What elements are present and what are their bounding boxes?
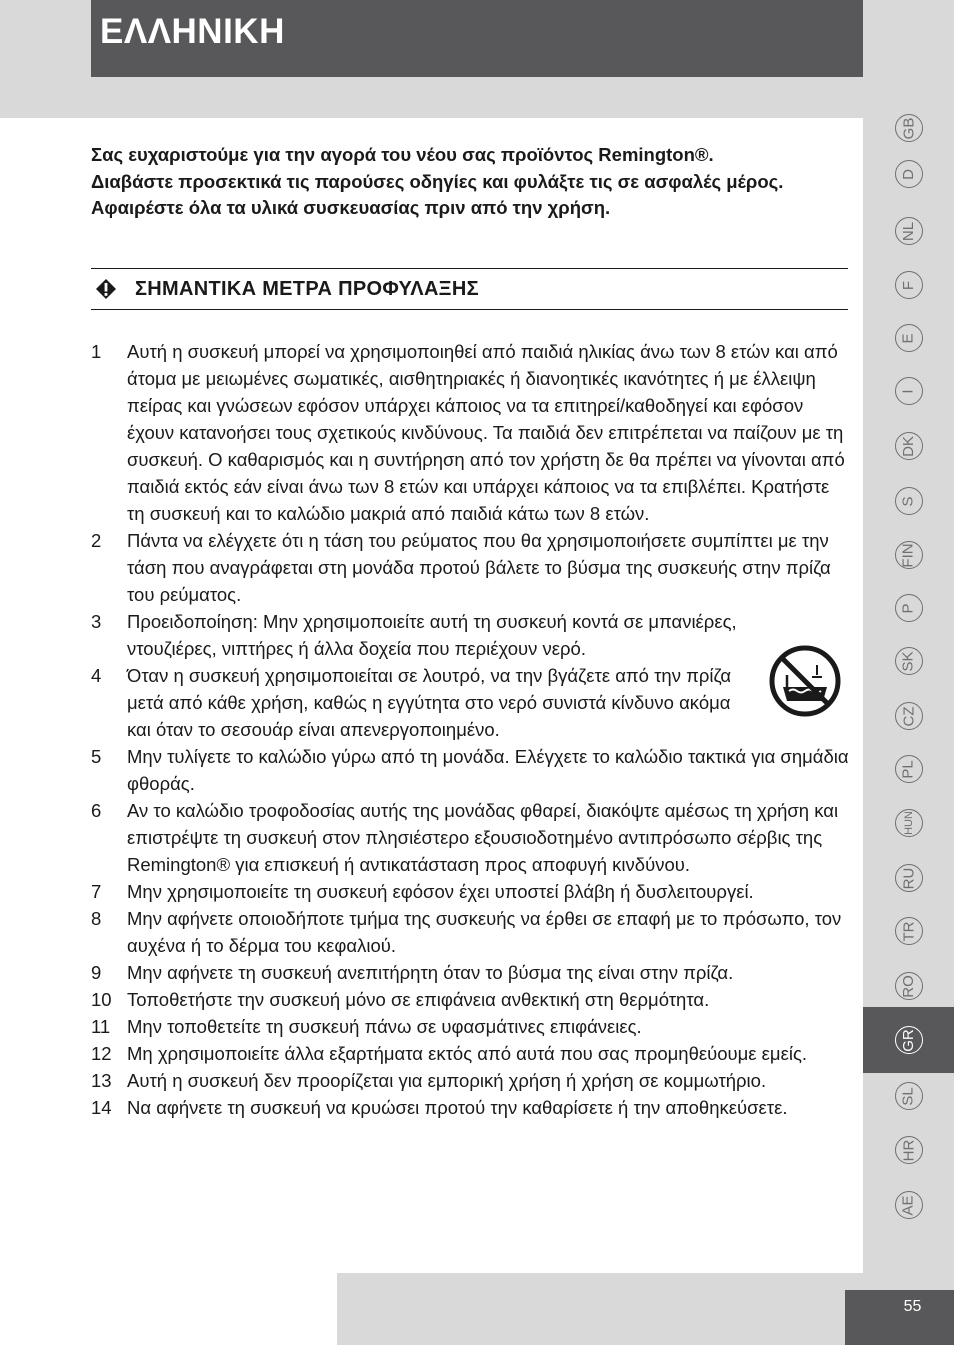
list-item — [91, 797, 851, 878]
tab-circle — [895, 702, 923, 730]
item-number: 7 — [91, 881, 102, 902]
page-title: ΕΛΛΗΝΙΚΗ — [100, 12, 285, 51]
tab-circle — [895, 487, 923, 515]
tab-label: I — [899, 388, 917, 394]
item-text: Αν το καλώδιο τροφοδοσίας αυτής της μονάδας φθαρεί, διακόψτε αμέσως τη χρήση και επιστρέψτε τη συσκευή στον πλησιέστερο εξουσιοδοτημένο αντιπρόσωπο σέρβις της Remington® για επισκευή ή αντικατάσταση προς αποφυγή κινδύνου. — [127, 800, 839, 875]
tab-circle — [895, 1082, 923, 1110]
item-text: Αυτή η συσκευή δεν προορίζεται για εμπορική χρήση ή χρήση σε κομμωτήριο. — [127, 1070, 767, 1091]
list-item — [91, 959, 851, 986]
no-bath-icon — [769, 645, 841, 717]
tab-circle — [895, 377, 923, 405]
item-text: Όταν η συσκευή χρησιμοποιείται σε λουτρό, να την βγάζετε από την πρίζα μετά από κάθε χρήση, καθώς η εγγύτητα στο νερό συνιστά κίνδυνο ακόμα και όταν το σεσουάρ είναι απενεργοποιημένο. — [127, 665, 732, 740]
list-item — [91, 986, 851, 1013]
intro-line: Σας ευχαριστούμε για την αγορά του νέου σας προϊόντος Remington®. — [91, 144, 714, 165]
item-text: Αυτή η συσκευή μπορεί να χρησιμοποιηθεί από παιδιά ηλικίας άνω των 8 ετών και από άτομα με μειωμένες σωματικές, αισθητηριακές ή διανοητικές ικανότητες ή με έλλειψη πείρας και γνώσεων εφόσον υπάρχει κάποιος να τα επιτηρεί/καθοδηγεί και εφόσον έχουν κατανοήσει τους σχετικούς κινδύνους. Τα παιδιά δεν επιτρέπεται να παίζουν με τη συσκευή. Ο καθαρισμός και η συντήρηση από τον χρήστη δε θα πρέπει να γίνονται από παιδιά εκτός εάν είναι άνω των 8 ετών και υπάρχει κάποιος να τα επιβλέπει. Κρατήστε τη συσκευή και το καλώδιο μακριά από παιδιά κάτω των 8 ετών. — [127, 341, 845, 524]
tab-label: FIN — [899, 542, 917, 568]
list-item — [91, 743, 851, 797]
item-number: 1 — [91, 341, 102, 362]
item-number: 9 — [91, 962, 102, 983]
item-text: Μην τοποθετείτε τη συσκευή πάνω σε υφασμάτινες επιφάνειες. — [127, 1016, 642, 1037]
item-number: 2 — [91, 530, 102, 551]
tab-circle — [895, 160, 923, 188]
tab-label: HUN — [902, 811, 915, 835]
tab-label: DK — [900, 435, 917, 457]
item-number: 13 — [91, 1070, 112, 1091]
tab-circle — [895, 432, 923, 460]
tab-label: S — [899, 495, 917, 507]
language-tab[interactable] — [863, 1172, 954, 1238]
tab-label: E — [899, 332, 917, 344]
section-heading — [91, 268, 848, 310]
tab-circle — [895, 647, 923, 675]
header-bar — [91, 0, 863, 77]
tab-label: CZ — [900, 706, 917, 726]
item-number: 14 — [91, 1097, 112, 1118]
item-text: Μην αφήνετε τη συσκευή ανεπιτήρητη όταν το βύσμα της είναι στην πρίζα. — [127, 962, 734, 983]
item-text: Να αφήνετε τη συσκευή να κρυώσει προτού την καθαρίσετε ή την αποθηκεύσετε. — [127, 1097, 788, 1118]
item-text: Προειδοποίηση: Μην χρησιμοποιείτε αυτή τη συσκευή κοντά σε μπανιέρες, ντουζιέρες, νιπτήρες ή άλλα δοχεία που περιέχουν νερό. — [127, 611, 737, 659]
item-number: 6 — [91, 800, 102, 821]
tab-circle — [895, 541, 923, 569]
tab-circle — [895, 1191, 923, 1219]
bottom-white-band — [0, 1273, 337, 1345]
item-number: 10 — [91, 989, 112, 1010]
tab-circle — [895, 809, 923, 837]
item-text: Τοποθετήστε την συσκευή μόνο σε επιφάνεια ανθεκτική στη θερμότητα. — [127, 989, 710, 1010]
item-text: Μην χρησιμοποιείτε τη συσκευή εφόσον έχει υποστεί βλάβη ή δυσλειτουργεί. — [127, 881, 754, 902]
safety-list — [91, 338, 851, 1121]
item-number: 8 — [91, 908, 102, 929]
tab-label: SL — [899, 1086, 917, 1106]
tab-circle — [895, 271, 923, 299]
intro-line: Διαβάστε προσεκτικά τις παρούσες οδηγίες και φυλάξτε τις σε ασφαλές μέρος. — [91, 170, 784, 192]
tab-circle — [895, 972, 923, 1000]
intro-line: Αφαιρέστε όλα τα υλικά συσκευασίας πριν από την χρήση. — [91, 197, 611, 218]
item-text: Μην αφήνετε οποιοδήποτε τμήμα της συσκευής να έρθει σε επαφή με το πρόσωπο, τον αυχένα ή το δέρμα του κεφαλιού. — [127, 908, 842, 956]
tab-circle — [895, 1136, 923, 1164]
tab-circle — [895, 217, 923, 245]
tab-circle — [895, 114, 923, 142]
tab-circle — [895, 755, 923, 783]
item-number: 5 — [91, 746, 102, 767]
language-tabs — [863, 95, 954, 1245]
page-number-box — [845, 1290, 954, 1345]
tab-label: AE — [899, 1194, 917, 1216]
tab-label: D — [900, 168, 917, 180]
tab-label: RU — [899, 867, 917, 889]
list-item — [91, 338, 851, 527]
tab-circle — [895, 1026, 923, 1054]
tab-circle — [895, 917, 923, 945]
tab-label: PL — [899, 759, 917, 779]
list-item — [91, 1094, 851, 1121]
intro-text — [91, 142, 831, 222]
page-number: 55 — [903, 1298, 922, 1315]
list-item — [91, 878, 851, 905]
list-item — [91, 905, 851, 959]
section-title: ΣΗΜΑΝΤΙΚΑ ΜΕΤΡΑ ΠΡΟΦΥΛΑΞΗΣ — [135, 277, 479, 300]
warning-icon — [95, 278, 117, 300]
tab-label: RO — [900, 974, 917, 998]
item-number: 3 — [91, 611, 102, 632]
tab-circle — [895, 594, 923, 622]
tab-label: GB — [900, 117, 917, 139]
tab-label: P — [899, 602, 917, 614]
item-text: Πάντα να ελέγχετε ότι η τάση του ρεύματος που θα χρησιμοποιήσετε συμπίπτει με την τάση που αναγράφεται στη μονάδα προτού βάλετε το βύσμα της συσκευής στην πρίζα του ρεύματος. — [127, 530, 831, 605]
tab-label: SK — [899, 650, 917, 672]
tab-label: NL — [900, 221, 917, 241]
tab-label: TR — [900, 921, 917, 941]
item-number: 11 — [91, 1016, 111, 1037]
tab-label: HR — [899, 1139, 917, 1161]
tab-label: F — [899, 280, 917, 290]
tab-circle — [895, 324, 923, 352]
tab-label: GR — [900, 1028, 917, 1052]
item-number: 12 — [91, 1043, 112, 1064]
tab-circle — [895, 864, 923, 892]
list-item — [91, 1067, 851, 1094]
item-number: 4 — [91, 665, 102, 686]
list-item — [91, 1013, 851, 1040]
list-item — [91, 608, 851, 662]
list-item — [91, 1040, 851, 1067]
list-item — [91, 662, 851, 743]
item-text: Μην τυλίγετε το καλώδιο γύρω από τη μονάδα. Ελέγχετε το καλώδιο τακτικά για σημάδια φθοράς. — [127, 746, 849, 794]
list-item — [91, 527, 851, 608]
item-text: Μη χρησιμοποιείτε άλλα εξαρτήματα εκτός από αυτά που σας προμηθεύουμε εμείς. — [127, 1043, 808, 1064]
